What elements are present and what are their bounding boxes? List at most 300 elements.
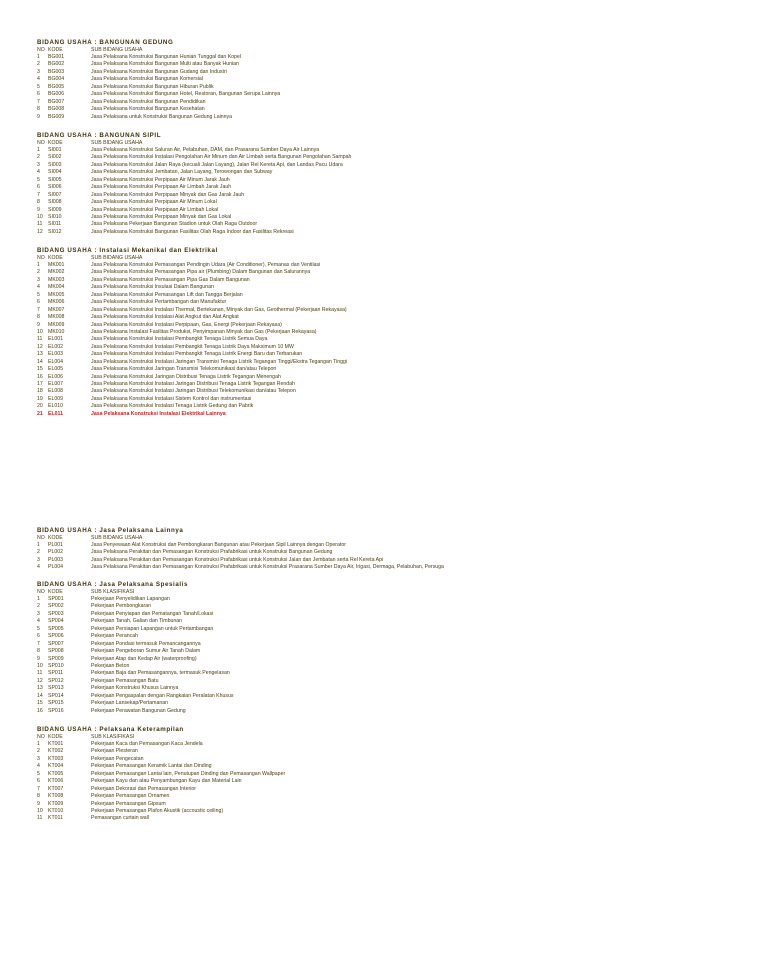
row-text: Jasa Pelaksana Konstruksi Jembatan, Jalan Layang, Terowongan dan Subway: [91, 169, 273, 176]
row-kode: KT003: [48, 755, 64, 762]
row-text: Jasa Pelaksana Konstruksi Perpipaan Air Limbah Lokal: [91, 206, 219, 213]
row-kode: MK005: [48, 291, 65, 298]
row-kode: SP008: [48, 648, 64, 655]
row-kode: BG008: [48, 106, 65, 113]
section-pelaksana-lainnya: [37, 526, 765, 572]
col-no: NO: [37, 47, 45, 53]
table-body: [37, 596, 765, 715]
row-text: Pekerjaan Pembongkaran: [91, 603, 151, 610]
row-kode: SI007: [48, 191, 62, 198]
row-text: Jasa Pelaksana Konstruksi Instalasi Alat Angkut dan Alat Angkat: [91, 314, 239, 321]
row-kode: MK003: [48, 276, 65, 283]
row-text: Jasa Pelaksana Konstruksi Instalasi Jaringan Distribusi Telekomunikasi dan/atau Telepon: [91, 388, 296, 395]
table-row: [37, 693, 765, 700]
row-text: Jasa Pelaksana Instalasi Fasilitas Produksi, Penyimpanan Minyak dan Gas (Pekerjaan Rekayasa): [91, 328, 317, 335]
table-row: [37, 299, 765, 306]
row-text: Pekerjaan Pemasangan Gipsum: [91, 800, 166, 807]
row-text: Jasa Pelaksana Konstruksi Jaringan Distribusi Tenaga Listrik Tegangan Menengah: [91, 373, 281, 380]
row-kode: SP004: [48, 618, 64, 625]
row-text: Jasa Pelaksana Konstruksi Saluran Air, Pelabuhan, DAM, dan Prasarana Sumber Daya Air Lainnya: [91, 147, 320, 153]
row-kode: PL003: [48, 556, 64, 563]
table-row: [37, 748, 765, 755]
row-kode: SP013: [48, 685, 64, 692]
section-title: BIDANG USAHA : Instalasi Mekanikal dan Elektrikal: [37, 247, 218, 254]
row-text: Jasa Pelaksana Konstruksi Bangunan Gudang dan Industri: [91, 68, 227, 75]
row-kode: KT002: [48, 748, 64, 755]
row-kode: EL003: [48, 351, 64, 358]
section-pelaksana-spesialis: [37, 580, 765, 715]
table-row: [37, 557, 765, 564]
row-text: Pekerjaan Pemasangan Lantai lain, Penutupan Dinding dan Pemasangan Wallpaper: [91, 770, 286, 777]
row-text: Jasa Pelaksana Konstruksi Instalasi Pembangkit Tenaga Listrik Energi Baru dan Terbarukan: [91, 351, 303, 358]
section-title: BIDANG USAHA : Jasa Pelaksana Spesialis: [37, 581, 189, 588]
table-row: [37, 329, 765, 336]
table-header: [37, 47, 765, 54]
table-row: [37, 808, 765, 815]
col-sub: SUB BIDANG USAHA: [91, 535, 143, 541]
row-no: 10: [37, 328, 43, 335]
row-text: Pekerjaan Perancah: [91, 633, 139, 640]
row-kode: SI004: [48, 169, 62, 176]
row-text: Jasa Penyewaan Alat Konstruksi dan Pembongkaran Bangunan atau Pekerjaan Sipil Lainnya dengan Operator: [91, 542, 346, 548]
row-no: 12: [37, 228, 43, 235]
table-row: [37, 611, 765, 618]
row-text: Jasa Pelaksana Konstruksi Instalasi Thermal, Bertekanan, Minyak dan Gas, Geothermal (Pekerjaan Rekayasa): [91, 306, 347, 313]
row-text: Jasa Pelaksana Konstruksi Instalasi Perpipaan, Gas, Energi (Pekerjaan Rekayasa): [91, 321, 282, 328]
table-row: [37, 154, 765, 161]
row-kode: BG003: [48, 68, 65, 75]
row-text: Pemasangan curtain wall: [91, 815, 149, 822]
row-no: 1: [37, 741, 40, 747]
row-no: 15: [37, 366, 43, 373]
row-no: 6: [37, 778, 40, 785]
row-no: 2: [37, 61, 40, 68]
table-row: [37, 741, 765, 748]
row-text: Jasa Pelaksana Konstruksi Instalasi Jaringan Transmisi Tenaga Listrik Tegangan Tinggi/Ekstra Tegangan Tinggi: [91, 358, 348, 365]
row-no: 6: [37, 633, 40, 640]
col-kode: KODE: [48, 140, 63, 146]
section-title: BIDANG USAHA : Pelaksana Keterampilan: [37, 726, 184, 733]
col-kode: KODE: [48, 535, 63, 541]
row-kode: BG009: [48, 113, 65, 120]
row-no: 5: [37, 291, 40, 298]
row-no: 3: [37, 556, 40, 563]
row-text: Pekerjaan Penyiapan dan Pematangan Tanah/Lokasi: [91, 610, 214, 617]
table-row: [37, 778, 765, 785]
table-row: [37, 786, 765, 793]
section-mekanikal-elektrikal: [37, 246, 765, 418]
row-kode: MK006: [48, 299, 65, 306]
table-row: [37, 670, 765, 677]
row-kode: PL002: [48, 549, 64, 556]
row-kode: MK001: [48, 262, 65, 268]
row-kode: BG007: [48, 98, 65, 105]
table-header: [37, 589, 765, 596]
row-kode: SI010: [48, 213, 62, 220]
table-row: [37, 69, 765, 76]
row-no: 5: [37, 176, 40, 183]
row-kode: KT010: [48, 807, 64, 814]
row-no: 3: [37, 276, 40, 283]
row-kode: KT001: [48, 741, 64, 747]
table-row: [37, 685, 765, 692]
table-row: [37, 344, 765, 351]
table-row: [37, 314, 765, 321]
section-title: BIDANG USAHA : Jasa Pelaksana Lainnya: [37, 527, 184, 534]
row-no: 8: [37, 106, 40, 113]
row-text: Jasa Pelaksana Konstruksi Instalasi Sistem Kontrol dan instrumentasi: [91, 395, 252, 402]
row-no: 19: [37, 395, 43, 402]
row-no: 4: [37, 564, 40, 571]
row-text: Pekerjaan Penyelidikan Lapangan: [91, 596, 170, 602]
row-no: 9: [37, 113, 40, 120]
row-text: Jasa Pelaksana Konstruksi Bangunan Pendidikan: [91, 98, 206, 105]
table-body: [37, 147, 765, 236]
table-row: [37, 656, 765, 663]
row-kode: SI002: [48, 154, 62, 161]
row-kode: SP006: [48, 633, 64, 640]
row-kode: SP001: [48, 596, 64, 602]
row-no: 3: [37, 610, 40, 617]
table-row: [37, 763, 765, 770]
col-no: NO: [37, 734, 45, 740]
col-no: NO: [37, 535, 45, 541]
row-text: Jasa Pelaksana Konstruksi Insulasi Dalam Bangunan: [91, 284, 214, 291]
row-no: 9: [37, 655, 40, 662]
row-kode: KT011: [48, 815, 63, 822]
row-kode: SP011: [48, 670, 64, 677]
table-header: [37, 255, 765, 262]
table-row: [37, 162, 765, 169]
row-kode: SI009: [48, 206, 62, 213]
row-text: Pekerjaan Pemasangan Plafon Akustik (accoustic ceiling): [91, 807, 224, 814]
row-text: Jasa Pelaksana Konstruksi Pemasangan Lift dan Tangga Berjalan: [91, 291, 243, 298]
table-row: [37, 61, 765, 68]
row-no: 8: [37, 199, 40, 206]
table-row: [37, 403, 765, 410]
section-pelaksana-keterampilan: [37, 725, 765, 823]
row-no: 4: [37, 618, 40, 625]
table-header: [37, 535, 765, 542]
row-no: 16: [37, 707, 43, 714]
row-kode: SI005: [48, 176, 62, 183]
table-row: [37, 91, 765, 98]
row-no: 11: [37, 336, 43, 343]
row-kode: SI006: [48, 184, 62, 191]
row-no: 7: [37, 640, 40, 647]
col-sub: SUB KLASIFIKASI: [91, 734, 135, 740]
row-no: 10: [37, 213, 43, 220]
table-row: [37, 106, 765, 113]
table-row: [37, 801, 765, 808]
table-row: [37, 54, 765, 61]
row-no: 9: [37, 206, 40, 213]
row-kode: BG004: [48, 76, 65, 83]
table-row: [37, 542, 765, 549]
section-bangunan-gedung: [37, 38, 765, 121]
row-text: Jasa Pelaksana Pekerjaan Bangunan Stadion untuk Olah Raga Outdoor: [91, 221, 258, 228]
table-row: [37, 641, 765, 648]
row-text: Jasa Pelaksana Perakitan dan Pemasangan Konstruksi Prafabrikasi untuk Konstruksi Jalan dan Jembatan serta Rel Kereta Api: [91, 556, 384, 563]
row-kode: SP015: [48, 700, 64, 707]
row-kode: SP009: [48, 655, 64, 662]
table-row: [37, 184, 765, 191]
row-text: Pekerjaan Pengeboran Sumur Air Tanah Dalam: [91, 648, 201, 655]
row-kode: SP016: [48, 707, 64, 714]
row-no: 4: [37, 76, 40, 83]
row-no: 7: [37, 306, 40, 313]
row-text: Pekerjaan Perawatan Bangunan Gedung: [91, 707, 186, 714]
row-kode: EL009: [48, 395, 64, 402]
row-no: 21: [37, 410, 43, 417]
row-no: 2: [37, 603, 40, 610]
row-text: Jasa Pelaksana Konstruksi Bangunan Komersial: [91, 76, 203, 83]
table-row: [37, 214, 765, 221]
row-no: 2: [37, 549, 40, 556]
table-header: [37, 734, 765, 741]
row-kode: BG006: [48, 91, 65, 98]
table-row: [37, 307, 765, 314]
table-row: [37, 411, 765, 418]
row-no: 1: [37, 54, 40, 60]
row-text: Pekerjaan Pemasangan Batu: [91, 677, 159, 684]
table-row: [37, 269, 765, 276]
row-text: Pekerjaan Konstruksi Khusus Lainnya: [91, 685, 179, 692]
row-kode: MK009: [48, 321, 65, 328]
table-body: [37, 542, 765, 572]
row-kode: BG002: [48, 61, 65, 68]
row-text: Jasa Pelaksana Konstruksi Instalasi Jaringan Distribusi Tenaga Listrik Tegangan Rendah: [91, 381, 295, 387]
row-no: 2: [37, 748, 40, 755]
col-sub: SUB BIDANG USAHA: [91, 47, 143, 53]
row-kode: MK007: [48, 306, 65, 313]
row-no: 7: [37, 191, 40, 198]
table-row: [37, 678, 765, 685]
row-kode: EL011: [48, 410, 63, 417]
col-sub: SUB KLASIFIKASI: [91, 589, 135, 595]
table-row: [37, 99, 765, 106]
row-kode: SP002: [48, 603, 64, 610]
row-text: Jasa Pelaksana Konstruksi Bangunan Hiburan Publik: [91, 83, 214, 90]
row-text: Pekerjaan Atap dan Kedap Air (waterproofing): [91, 655, 197, 662]
row-no: 5: [37, 83, 40, 90]
row-no: 18: [37, 388, 43, 395]
table-row: [37, 84, 765, 91]
row-text: Jasa Pelaksana Konstruksi Instalasi Pembangkit Tenaga Listrik Semua Daya: [91, 336, 268, 343]
table-row: [37, 815, 765, 822]
table-row: [37, 633, 765, 640]
col-sub: SUB BIDANG USAHA: [91, 255, 143, 261]
row-no: 7: [37, 98, 40, 105]
row-kode: MK010: [48, 328, 65, 335]
row-kode: BG001: [48, 54, 65, 60]
row-no: 2: [37, 154, 40, 161]
table-row: [37, 76, 765, 83]
table-row: [37, 229, 765, 236]
table-header: [37, 140, 765, 147]
row-kode: MK002: [48, 269, 65, 276]
row-text: Jasa Pelaksana Konstruksi Bangunan Hunian Tunggal dan Kopel: [91, 54, 241, 60]
row-no: 1: [37, 542, 40, 548]
row-no: 8: [37, 314, 40, 321]
row-no: 1: [37, 147, 40, 153]
row-kode: KT008: [48, 793, 64, 800]
row-no: 14: [37, 358, 43, 365]
row-kode: EL001: [48, 336, 64, 343]
row-text: Pekerjaan Pemasangan Ornamen: [91, 793, 170, 800]
row-kode: EL010: [48, 403, 64, 410]
table-row: [37, 626, 765, 633]
row-no: 11: [37, 221, 43, 228]
row-text: Jasa Pelaksana Konstruksi Bangunan Multi atau Banyak Hunian: [91, 61, 239, 68]
row-no: 3: [37, 68, 40, 75]
row-no: 3: [37, 161, 40, 168]
row-no: 14: [37, 692, 43, 699]
table-row: [37, 262, 765, 269]
row-kode: PL001: [48, 542, 64, 548]
row-kode: SP005: [48, 625, 64, 632]
row-no: 9: [37, 321, 40, 328]
row-text: Jasa Pelaksana Konstruksi Instalasi Tenaga Listrik Gedung dan Pabrik: [91, 403, 254, 410]
row-no: 1: [37, 596, 40, 602]
row-no: 2: [37, 269, 40, 276]
table-row: [37, 596, 765, 603]
row-kode: BG005: [48, 83, 65, 90]
row-text: Jasa Pelaksana Konstruksi Instalasi Pengolahan Air Minum dan Air Limbah serta Bangunan Pengolahan Sampah: [91, 154, 352, 161]
row-text: Jasa Pelaksana Perakitan dan Pemasangan Konstruksi Prafabrikasi untuk Konstruksi Bangunan Gedung: [91, 549, 333, 556]
row-text: Jasa Pelaksana Konstruksi Bangunan Hotel, Restoran, Bangunan Serupa Lainnya: [91, 91, 281, 98]
table-row: [37, 663, 765, 670]
table-row: [37, 292, 765, 299]
row-no: 4: [37, 763, 40, 770]
col-no: NO: [37, 255, 45, 261]
row-no: 3: [37, 755, 40, 762]
table-body: [37, 262, 765, 418]
row-text: Jasa Pelaksana Konstruksi Jaringan Transmisi Telekomunikasi dan/atau Telepon: [91, 366, 277, 373]
row-text: Pekerjaan Pengecatan: [91, 755, 144, 762]
row-no: 10: [37, 807, 43, 814]
row-no: 5: [37, 625, 40, 632]
row-kode: SP007: [48, 640, 64, 647]
section-title: BIDANG USAHA : BANGUNAN SIPIL: [37, 132, 162, 139]
table-row: [37, 381, 765, 388]
row-kode: SP010: [48, 662, 64, 669]
row-no: 1: [37, 262, 40, 268]
row-text: Jasa Pelaksana Konstruksi Perpipaan Minyak dan Gas Jarak Jauh: [91, 191, 245, 198]
row-kode: SI003: [48, 161, 62, 168]
row-text: Jasa Pelaksana Konstruksi Instalasi Elektrikal Lainnya: [91, 410, 226, 417]
table-row: [37, 388, 765, 395]
row-no: 6: [37, 184, 40, 191]
row-no: 8: [37, 648, 40, 655]
row-no: 15: [37, 700, 43, 707]
row-kode: SP014: [48, 692, 64, 699]
row-text: Pekerjaan Pondasi termasuk Pemancangannya: [91, 640, 201, 647]
row-text: Pekerjaan Pemasangan Keramik Lantai dan Dinding: [91, 763, 212, 770]
section-title: BIDANG USAHA : BANGUNAN GEDUNG: [37, 39, 174, 46]
row-text: Jasa Pelaksana Konstruksi Bangunan Fasilitas Olah Raga Indoor dan Fasilitas Rekreasi: [91, 228, 294, 235]
table-row: [37, 277, 765, 284]
table-row: [37, 284, 765, 291]
row-kode: KT007: [48, 785, 64, 792]
row-kode: SI008: [48, 199, 62, 206]
table-row: [37, 793, 765, 800]
table-row: [37, 351, 765, 358]
table-body: [37, 54, 765, 121]
row-no: 13: [37, 685, 43, 692]
row-no: 5: [37, 770, 40, 777]
row-kode: EL006: [48, 373, 64, 380]
section-bangunan-sipil: [37, 131, 765, 236]
row-kode: KT005: [48, 770, 64, 777]
row-kode: KT004: [48, 763, 64, 770]
table-row: [37, 114, 765, 121]
col-sub: SUB BIDANG USAHA: [91, 140, 143, 146]
row-text: Jasa Pelaksana untuk Konstruksi Bangunan Gedung Lainnya: [91, 113, 233, 120]
row-no: 12: [37, 677, 43, 684]
row-kode: EL002: [48, 343, 64, 350]
col-no: NO: [37, 589, 45, 595]
row-no: 17: [37, 381, 43, 387]
row-kode: KT009: [48, 800, 64, 807]
row-text: Jasa Pelaksana Konstruksi Perpipaan Minyak dan Gas Lokal: [91, 213, 232, 220]
row-no: 6: [37, 91, 40, 98]
row-text: Pekerjaan Pengaspalan dengan Rangkaian Peralatan Khusus: [91, 692, 234, 699]
table-row: [37, 564, 765, 571]
row-text: Jasa Pelaksana Konstruksi Bangunan Kesehatan: [91, 106, 205, 113]
row-text: Jasa Pelaksana Konstruksi Pertambangan dan Manufaktur: [91, 299, 227, 306]
table-row: [37, 322, 765, 329]
table-row: [37, 396, 765, 403]
table-row: [37, 756, 765, 763]
row-text: Jasa Pelaksana Konstruksi Pemasangan Pipa Gas Dalam Bangunan: [91, 276, 250, 283]
table-row: [37, 708, 765, 715]
row-text: Pekerjaan Beton: [91, 662, 130, 669]
row-kode: KT006: [48, 778, 64, 785]
row-kode: SI011: [48, 221, 62, 228]
col-kode: KODE: [48, 589, 63, 595]
row-kode: EL004: [48, 358, 64, 365]
row-no: 7: [37, 785, 40, 792]
table-body: [37, 741, 765, 823]
row-kode: MK004: [48, 284, 65, 291]
row-text: Pekerjaan Plesteran: [91, 748, 138, 755]
table-row: [37, 700, 765, 707]
row-no: 11: [37, 815, 43, 822]
table-row: [37, 366, 765, 373]
table-row: [37, 618, 765, 625]
table-row: [37, 603, 765, 610]
row-no: 20: [37, 403, 43, 410]
row-kode: EL008: [48, 388, 64, 395]
row-text: Pekerjaan Tanah, Galian dan Timbunan: [91, 618, 183, 625]
row-kode: PL004: [48, 564, 64, 571]
row-no: 12: [37, 343, 43, 350]
row-text: Pekerjaan Dekorasi dan Pemasangan Interior: [91, 785, 196, 792]
row-no: 10: [37, 662, 43, 669]
row-no: 9: [37, 800, 40, 807]
table-row: [37, 359, 765, 366]
table-row: [37, 169, 765, 176]
table-row: [37, 147, 765, 154]
row-kode: EL007: [48, 381, 64, 387]
table-row: [37, 221, 765, 228]
col-kode: KODE: [48, 734, 63, 740]
row-text: Pekerjaan Persiapan Lapangan untuk Pertambangan: [91, 625, 214, 632]
col-kode: KODE: [48, 255, 63, 261]
row-kode: SP003: [48, 610, 64, 617]
row-no: 16: [37, 373, 43, 380]
